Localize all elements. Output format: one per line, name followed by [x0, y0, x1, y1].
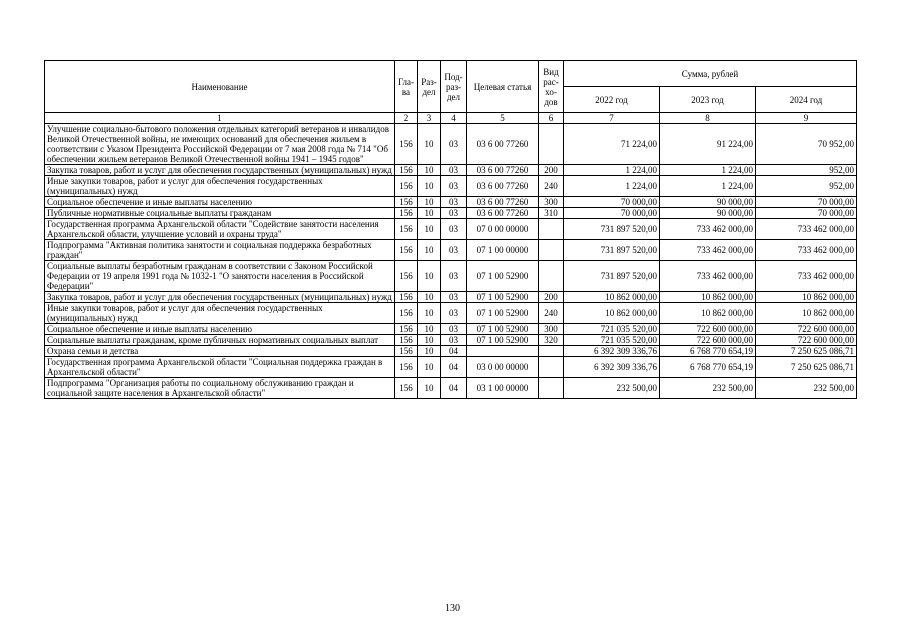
cell-vid	[539, 219, 564, 240]
cell-name: Подпрограмма "Организация работы по социальному обслуживанию граждан и социальной защите населения в Архангельской области"	[45, 378, 395, 399]
cell-glava: 156	[395, 261, 418, 292]
header-vid: Вид рас-хо-дов	[539, 61, 564, 113]
cell-name: Иные закупки товаров, работ и услуг для обеспечения государственных (муниципальных) нужд	[45, 303, 395, 324]
cell-glava: 156	[395, 124, 418, 165]
page-number: 130	[445, 603, 460, 614]
cell-sum-2022: 6 392 309 336,76	[564, 357, 660, 378]
column-number: 3	[418, 113, 441, 124]
table-row	[45, 346, 857, 357]
cell-podrazdel: 03	[441, 261, 467, 292]
cell-podrazdel: 04	[441, 378, 467, 399]
cell-vid: 300	[539, 324, 564, 335]
cell-glava: 156	[395, 346, 418, 357]
cell-sum-2022: 721 035 520,00	[564, 324, 660, 335]
column-number: 4	[441, 113, 467, 124]
cell-vid	[539, 240, 564, 261]
table-row	[45, 335, 857, 346]
cell-sum-2024: 70 000,00	[756, 197, 857, 208]
cell-name: Улучшение социально-бытового положения отдельных категорий ветеранов и инвалидов Великой Отечественной войны, не имеющих оснований для обеспечения жильем в соответствии с Указом Президента Российской Федерации от 7 мая 2008 года № 714 "Об обеспечении жильем ветеранов Великой Отечественной войны 1941 – 1945 годов"	[45, 124, 395, 165]
cell-sum-2023: 733 462 000,00	[660, 240, 756, 261]
cell-target: 07 1 00 00000	[467, 240, 539, 261]
cell-sum-2023: 1 224,00	[660, 165, 756, 176]
table-row	[45, 261, 857, 292]
table-row	[45, 197, 857, 208]
cell-glava: 156	[395, 197, 418, 208]
header-glava: Гла-ва	[395, 61, 418, 113]
cell-sum-2023: 6 768 770 654,19	[660, 346, 756, 357]
cell-name: Социальные выплаты гражданам, кроме публичных нормативных социальных выплат	[45, 335, 395, 346]
cell-vid: 200	[539, 165, 564, 176]
cell-razdel: 10	[418, 124, 441, 165]
column-number-row	[45, 113, 857, 124]
cell-sum-2024: 733 462 000,00	[756, 219, 857, 240]
cell-sum-2023: 91 224,00	[660, 124, 756, 165]
cell-razdel: 10	[418, 176, 441, 197]
column-number: 9	[756, 113, 857, 124]
cell-razdel: 10	[418, 261, 441, 292]
cell-name: Подпрограмма "Активная политика занятости и социальная поддержка безработных граждан"	[45, 240, 395, 261]
table-row	[45, 165, 857, 176]
column-number: 1	[45, 113, 395, 124]
cell-podrazdel: 03	[441, 124, 467, 165]
column-number: 8	[660, 113, 756, 124]
cell-target: 07 1 00 52900	[467, 303, 539, 324]
column-number: 7	[564, 113, 660, 124]
cell-vid	[539, 357, 564, 378]
cell-sum-2024: 7 250 625 086,71	[756, 346, 857, 357]
cell-podrazdel: 03	[441, 292, 467, 303]
cell-name: Государственная программа Архангельской области "Содействие занятости населения Архангельской области, улучшение условий и охраны труда"	[45, 219, 395, 240]
cell-sum-2023: 10 862 000,00	[660, 292, 756, 303]
cell-vid: 310	[539, 208, 564, 219]
cell-podrazdel: 03	[441, 208, 467, 219]
cell-target: 07 1 00 52900	[467, 261, 539, 292]
table-row	[45, 303, 857, 324]
cell-podrazdel: 03	[441, 324, 467, 335]
cell-sum-2022: 70 000,00	[564, 208, 660, 219]
cell-name: Иные закупки товаров, работ и услуг для обеспечения государственных (муниципальных) нужд	[45, 176, 395, 197]
cell-sum-2024: 10 862 000,00	[756, 292, 857, 303]
header-year-2023: 2023 год	[660, 87, 756, 113]
table-row	[45, 219, 857, 240]
cell-glava: 156	[395, 208, 418, 219]
cell-sum-2022: 70 000,00	[564, 197, 660, 208]
cell-razdel: 10	[418, 292, 441, 303]
column-number: 2	[395, 113, 418, 124]
cell-vid	[539, 124, 564, 165]
cell-name: Государственная программа Архангельской области "Социальная поддержка граждан в Архангельской области"	[45, 357, 395, 378]
column-number: 5	[467, 113, 539, 124]
budget-table	[44, 60, 857, 399]
cell-sum-2022: 1 224,00	[564, 165, 660, 176]
cell-name: Закупка товаров, работ и услуг для обеспечения государственных (муниципальных) нужд	[45, 165, 395, 176]
cell-target: 07 1 00 52900	[467, 292, 539, 303]
cell-target: 03 6 00 77260	[467, 124, 539, 165]
cell-vid: 320	[539, 335, 564, 346]
cell-name: Социальное обеспечение и иные выплаты населению	[45, 197, 395, 208]
cell-glava: 156	[395, 165, 418, 176]
table-row	[45, 324, 857, 335]
cell-target: 03 0 00 00000	[467, 357, 539, 378]
cell-razdel: 10	[418, 240, 441, 261]
cell-vid	[539, 261, 564, 292]
cell-razdel: 10	[418, 357, 441, 378]
cell-target: 07 1 00 52900	[467, 335, 539, 346]
cell-vid	[539, 346, 564, 357]
cell-sum-2023: 10 862 000,00	[660, 303, 756, 324]
cell-razdel: 10	[418, 208, 441, 219]
cell-podrazdel: 03	[441, 303, 467, 324]
cell-target: 03 1 00 00000	[467, 378, 539, 399]
cell-glava: 156	[395, 292, 418, 303]
cell-vid	[539, 378, 564, 399]
cell-target: 03 6 00 77260	[467, 176, 539, 197]
column-number: 6	[539, 113, 564, 124]
cell-razdel: 10	[418, 165, 441, 176]
cell-sum-2024: 722 600 000,00	[756, 335, 857, 346]
cell-razdel: 10	[418, 324, 441, 335]
table-row	[45, 292, 857, 303]
cell-name: Публичные нормативные социальные выплаты гражданам	[45, 208, 395, 219]
cell-sum-2022: 71 224,00	[564, 124, 660, 165]
cell-podrazdel: 03	[441, 176, 467, 197]
cell-sum-2024: 70 952,00	[756, 124, 857, 165]
cell-glava: 156	[395, 324, 418, 335]
cell-sum-2024: 733 462 000,00	[756, 240, 857, 261]
cell-sum-2024: 733 462 000,00	[756, 261, 857, 292]
cell-razdel: 10	[418, 303, 441, 324]
cell-glava: 156	[395, 219, 418, 240]
cell-podrazdel: 03	[441, 197, 467, 208]
cell-target: 07 0 00 00000	[467, 219, 539, 240]
cell-razdel: 10	[418, 346, 441, 357]
cell-podrazdel: 04	[441, 357, 467, 378]
cell-sum-2024: 7 250 625 086,71	[756, 357, 857, 378]
cell-sum-2023: 6 768 770 654,19	[660, 357, 756, 378]
cell-sum-2022: 6 392 309 336,76	[564, 346, 660, 357]
header-podrazdel: Под-раз-дел	[441, 61, 467, 113]
cell-sum-2022: 721 035 520,00	[564, 335, 660, 346]
cell-podrazdel: 03	[441, 219, 467, 240]
cell-sum-2024: 10 862 000,00	[756, 303, 857, 324]
cell-sum-2023: 232 500,00	[660, 378, 756, 399]
cell-sum-2024: 952,00	[756, 176, 857, 197]
cell-sum-2022: 10 862 000,00	[564, 303, 660, 324]
cell-sum-2022: 1 224,00	[564, 176, 660, 197]
cell-name: Охрана семьи и детства	[45, 346, 395, 357]
header-name: Наименование	[45, 61, 395, 113]
header-year-2022: 2022 год	[564, 87, 660, 113]
cell-glava: 156	[395, 378, 418, 399]
cell-vid: 240	[539, 176, 564, 197]
cell-name: Социальное обеспечение и иные выплаты населению	[45, 324, 395, 335]
cell-glava: 156	[395, 303, 418, 324]
cell-glava: 156	[395, 176, 418, 197]
cell-sum-2023: 90 000,00	[660, 208, 756, 219]
cell-glava: 156	[395, 357, 418, 378]
cell-sum-2022: 731 897 520,00	[564, 240, 660, 261]
table-body	[45, 124, 857, 399]
cell-razdel: 10	[418, 335, 441, 346]
cell-podrazdel: 04	[441, 346, 467, 357]
header-year-2024: 2024 год	[756, 87, 857, 113]
cell-sum-2023: 90 000,00	[660, 197, 756, 208]
cell-vid: 300	[539, 197, 564, 208]
cell-name: Закупка товаров, работ и услуг для обеспечения государственных (муниципальных) нужд	[45, 292, 395, 303]
cell-podrazdel: 03	[441, 335, 467, 346]
cell-target	[467, 346, 539, 357]
cell-podrazdel: 03	[441, 165, 467, 176]
table-row	[45, 176, 857, 197]
header-sum: Сумма, рублей	[564, 61, 857, 87]
cell-glava: 156	[395, 335, 418, 346]
cell-sum-2023: 733 462 000,00	[660, 261, 756, 292]
cell-sum-2024: 232 500,00	[756, 378, 857, 399]
cell-sum-2023: 722 600 000,00	[660, 335, 756, 346]
table-row	[45, 240, 857, 261]
table-row	[45, 208, 857, 219]
cell-target: 03 6 00 77260	[467, 165, 539, 176]
header-target: Целевая статья	[467, 61, 539, 113]
cell-vid: 200	[539, 292, 564, 303]
cell-name: Социальные выплаты безработным гражданам в соответствии с Законом Российской Федерации от 19 апреля 1991 года № 1032-1 "О занятости населения в Российской Федерации"	[45, 261, 395, 292]
cell-glava: 156	[395, 240, 418, 261]
cell-razdel: 10	[418, 378, 441, 399]
cell-target: 03 6 00 77260	[467, 208, 539, 219]
cell-sum-2022: 731 897 520,00	[564, 261, 660, 292]
cell-sum-2023: 722 600 000,00	[660, 324, 756, 335]
cell-razdel: 10	[418, 219, 441, 240]
cell-sum-2024: 70 000,00	[756, 208, 857, 219]
cell-razdel: 10	[418, 197, 441, 208]
cell-target: 07 1 00 52900	[467, 324, 539, 335]
header-razdel: Раз-дел	[418, 61, 441, 113]
cell-target: 03 6 00 77260	[467, 197, 539, 208]
cell-sum-2022: 731 897 520,00	[564, 219, 660, 240]
cell-sum-2024: 722 600 000,00	[756, 324, 857, 335]
table-row	[45, 378, 857, 399]
cell-vid: 240	[539, 303, 564, 324]
cell-sum-2022: 10 862 000,00	[564, 292, 660, 303]
table-row	[45, 124, 857, 165]
table-row	[45, 357, 857, 378]
cell-sum-2023: 1 224,00	[660, 176, 756, 197]
cell-sum-2023: 733 462 000,00	[660, 219, 756, 240]
cell-sum-2024: 952,00	[756, 165, 857, 176]
cell-podrazdel: 03	[441, 240, 467, 261]
cell-sum-2022: 232 500,00	[564, 378, 660, 399]
